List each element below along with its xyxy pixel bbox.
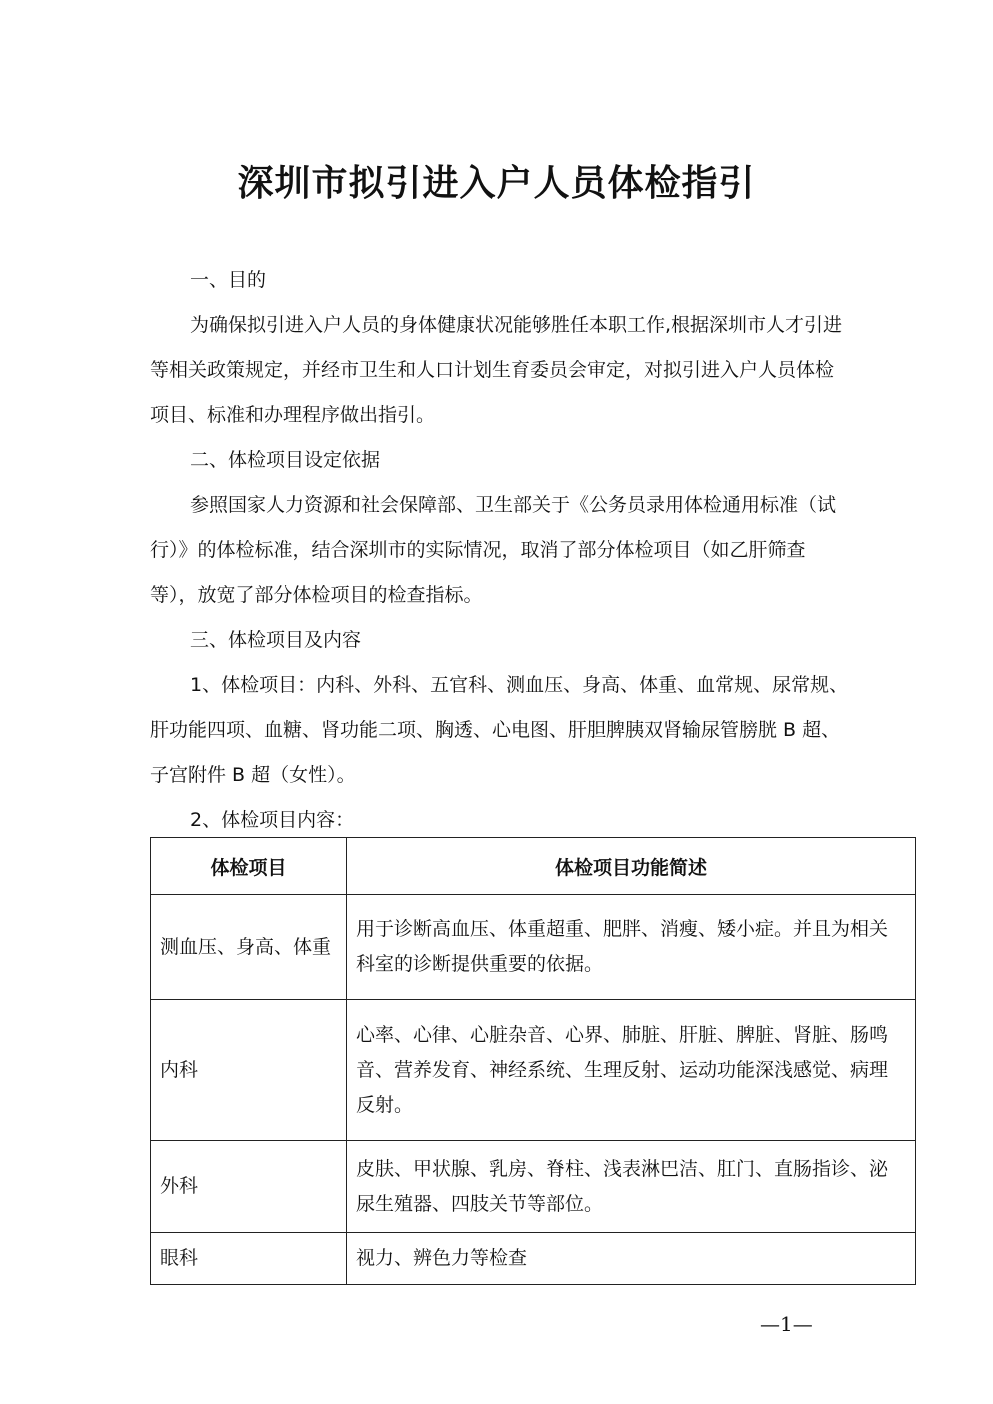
table-header-row	[151, 838, 916, 895]
table-header-item: 体检项目	[151, 838, 347, 895]
table-cell-item: 眼科	[151, 1233, 347, 1285]
table-cell-description: 皮肤、甲状腺、乳房、脊柱、浅表淋巴洁、肛门、直肠指诊、泌尿生殖器、四肢关节等部位。	[347, 1141, 916, 1233]
table-cell-item: 测血压、身高、体重	[151, 895, 347, 1000]
section-heading-items: 三、体检项目及内容	[190, 629, 362, 651]
table-cell-description: 心率、心律、心脏杂音、心界、肺脏、肝脏、脾脏、肾脏、肠鸣音、营养发育、神经系统、生理反射、运动功能深浅感觉、病理反射。	[347, 1000, 916, 1141]
paragraph-item-list: 1、体检项目：内科、外科、五官科、测血压、身高、体重、血常规、尿常规、肝功能四项、血糖、肾功能二项、胸透、心电图、肝胆脾胰双肾输尿管膀胱 B 超、子宫附件 B 超（女性）。	[150, 674, 849, 786]
page-number: —1—	[760, 1312, 813, 1336]
paragraph-item-content: 2、体检项目内容：	[190, 809, 355, 831]
table-row	[151, 1000, 916, 1141]
table-row	[151, 895, 916, 1000]
table-header-description: 体检项目功能简述	[347, 838, 916, 895]
section-heading-purpose: 一、目的	[190, 269, 267, 291]
table-cell-description: 视力、辨色力等检查	[347, 1233, 916, 1285]
table-cell-description: 用于诊断高血压、体重超重、肥胖、消瘦、矮小症。并且为相关科室的诊断提供重要的依据。	[347, 895, 916, 1000]
page-title: 深圳市拟引进入户人员体检指引	[237, 163, 756, 204]
paragraph-basis: 参照国家人力资源和社会保障部、卫生部关于《公务员录用体检通用标准（试行）》的体检标准，结合深圳市的实际情况，取消了部分体检项目（如乙肝筛查等），放宽了部分体检项目的检查指标。	[150, 494, 837, 606]
table-cell-item: 内科	[151, 1000, 347, 1141]
paragraph-purpose: 为确保拟引进入户人员的身体健康状况能够胜任本职工作,根据深圳市人才引进等相关政策规定，并经市卫生和人口计划生育委员会审定，对拟引进入户人员体检项目、标准和办理程序做出指引。	[150, 314, 843, 426]
table-cell-item: 外科	[151, 1141, 347, 1233]
section-heading-basis: 二、体检项目设定依据	[190, 449, 381, 471]
table-row	[151, 1141, 916, 1233]
exam-items-table	[150, 837, 916, 1285]
table-row	[151, 1233, 916, 1285]
